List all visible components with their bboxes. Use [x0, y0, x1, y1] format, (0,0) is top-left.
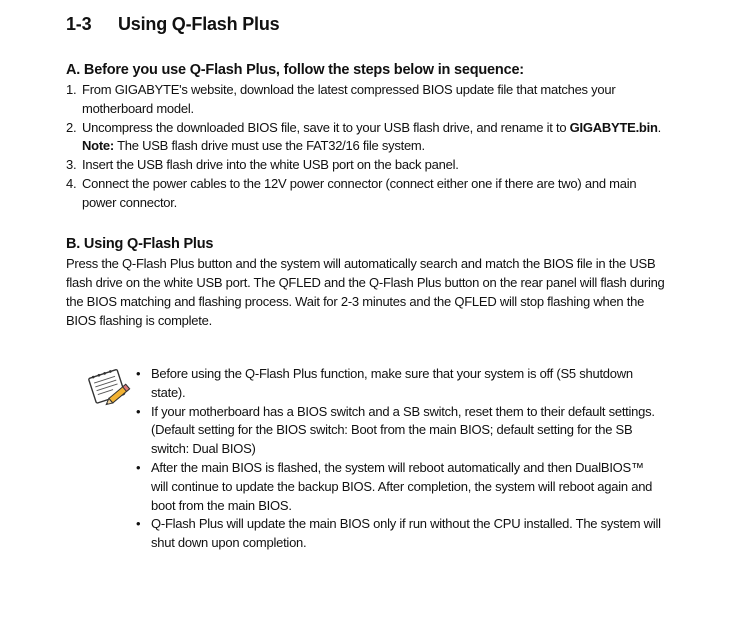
step-item [66, 156, 666, 175]
step-number: 2. [66, 119, 77, 135]
note-label: Note: [82, 138, 114, 154]
step-item [66, 175, 666, 213]
note-text: The USB flash drive must use the FAT32/16 file system. [113, 138, 425, 154]
step-text-end: . [657, 119, 662, 135]
section-header [66, 14, 279, 35]
note-item: • If your motherboard has a BIOS switch and a SB switch, reset them to their default settings. (Default setting for the BIOS switch: Boot from the main BIOS; default setting for the SB switch: Dual BIOS) [136, 403, 664, 459]
part-a-heading: A. Before you use Q-Flash Plus, follow the steps below in sequence: [66, 62, 524, 78]
step-item [66, 81, 666, 119]
step-text: From GIGABYTE's website, download the latest compressed BIOS update file that matches your motherboard model. [82, 82, 616, 116]
step-number: 3. [66, 157, 77, 173]
note-item: • After the main BIOS is flashed, the system will reboot automatically and then DualBIOS™ will continue to update the backup BIOS. After completion, the system will reboot again and boot from the main BIOS. [136, 459, 664, 515]
part-b-heading: B. Using Q-Flash Plus [66, 236, 214, 252]
section-number: 1-3 [66, 14, 92, 34]
step-number: 4. [66, 175, 77, 191]
filename-bold: GIGABYTE.bin [569, 119, 658, 135]
step-text: Uncompress the downloaded BIOS file, save it to your USB flash drive, and rename it to [82, 119, 570, 135]
notes-list [136, 365, 664, 553]
step-text: Connect the power cables to the 12V power connector (connect either one if there are two) and main power connector. [82, 175, 637, 210]
note-item: • Before using the Q-Flash Plus function, make sure that your system is off (S5 shutdown state). [136, 365, 664, 403]
step-item [66, 119, 666, 157]
part-b-paragraph: Press the Q-Flash Plus button and the system will automatically search and match the BIOS file in the USB flash drive on the white USB port. The QFLED and the Q-Flash Plus button on the rear panel will flash during the BIOS matching and flashing process. Wait for 2-3 minutes and the QFLED will stop flashing when the BIOS flashing is complete. [66, 256, 665, 328]
note-item: • Q-Flash Plus will update the main BIOS only if run without the CPU installed. The system will shut down upon completion. [136, 515, 664, 553]
step-number: 1. [66, 82, 77, 97]
note-pencil-icon [86, 363, 134, 407]
section-title: Using Q-Flash Plus [118, 14, 280, 34]
step-text: Insert the USB flash drive into the white USB port on the back panel. [82, 157, 459, 173]
steps-list [66, 81, 666, 213]
